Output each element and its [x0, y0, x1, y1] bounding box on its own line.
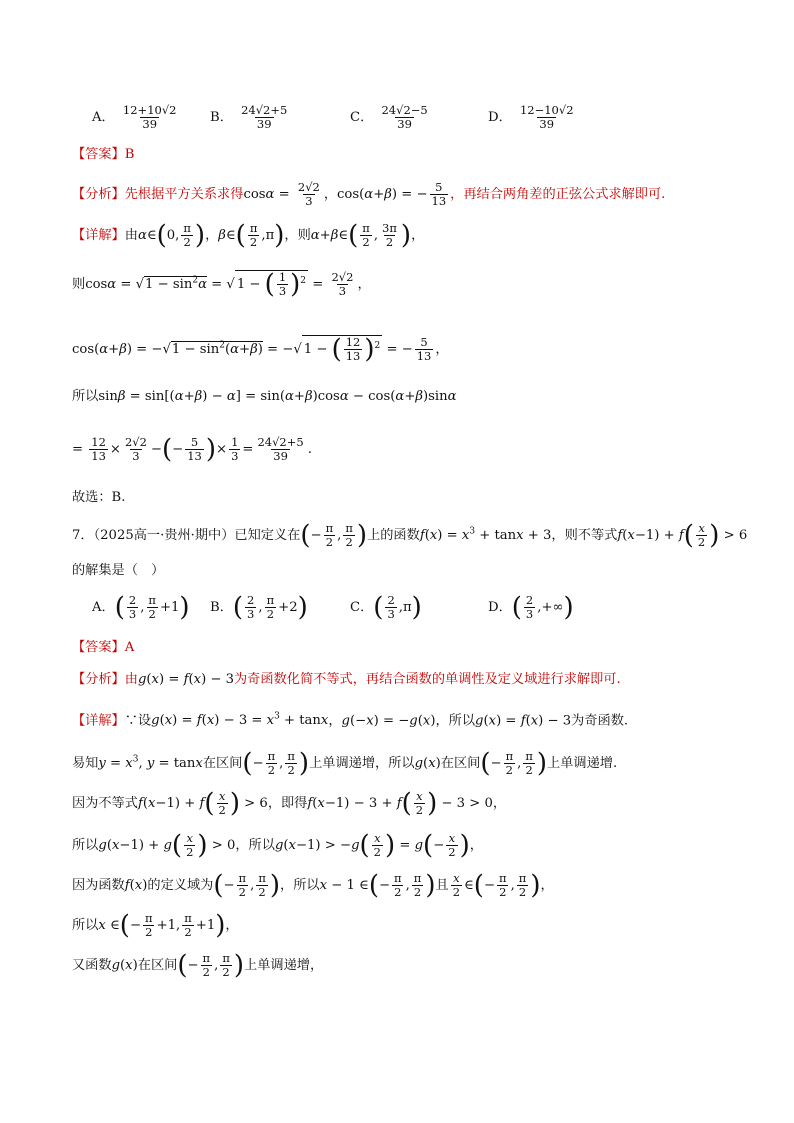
q6-detail-2: 则$\cos\alpha = √1 - \sin^2\alpha$ = √ 1 − ( $\frac{1}{3}$ )$^2$ = $\frac{2√2}{3}$ ，	[72, 269, 371, 300]
q7-detail-2: 易知$y = x^3$, y = tanx在区间(− $\frac{\pi}{2}$ , $\frac{\pi}{2}$ )上单调递增，所以g(x)在区间(− $\frac{\pi}{2}$ , $\frac{\pi}{2}$ )上单调递增.	[72, 748, 618, 779]
q6-detail-4: 所以sinβ = sin[(α+β) − α] = sin(α+β)cosα − cos(α+β)sinα	[72, 389, 457, 404]
q6-detail-5: = $\frac{12}{13}$ × $\frac{2√2}{3}$ −(− $\frac{5}{13}$ )× $\frac{1}{3}$ = $\frac{24√2+5}{39}$ .	[72, 434, 312, 465]
q6-final: 故选：B.	[72, 490, 126, 505]
q7-detail-5: 因为函数f(x)的定义域为(− $\frac{\pi}{2}$ , $\frac{\pi}{2}$ )，所以x − 1 ∈(− $\frac{\pi}{2}$ , $\frac{\pi}{2}$ )且 $\frac{x}{2}$ ∈(− $\frac{\pi}{2}$ , $\frac{\pi}{2}$ )，	[72, 870, 554, 901]
q7-detail-6: 所以x ∈(− $\frac{\pi}{2}$ +1, $\frac{\pi}{2}$ +1)，	[72, 910, 239, 941]
q7-detail-1: 【详解】∵设$g(x) = f(x) - 3 = x^3 + \tan x$，g(−x) = −g(x)，所以g(x) = f(x) − 3为奇函数.	[72, 712, 629, 729]
q6-option-b[interactable]: B． $\frac{24√2+5}{39}$	[210, 103, 288, 132]
q7-detail-3: 因为不等式f(x−1) + f( $\frac{x}{2}$ ) > 6，即得f(x−1) − 3 + f( $\frac{x}{2}$ ) − 3 > 0，	[72, 788, 507, 819]
q7-stem: 7．（2025高一·贵州·期中）已知定义在(− $\frac{\pi}{2}$ , $\frac{\pi}{2}$ )上的函数$f(x) = x^3 + \tan x + 3$，则不等式f(x−1) + f( $\frac{x}{2}$ ) > 6	[72, 520, 748, 551]
q7-analysis: 【分析】由g(x) = f(x) − 3为奇函数化简不等式，再结合函数的单调性及定义域进行求解即可.	[72, 672, 621, 687]
q7-option-b[interactable]: B．( $\frac{2}{3}$ , $\frac{\pi}{2}$ +2)	[210, 592, 308, 623]
q7-stem-2: 的解集是（ ）	[72, 563, 165, 578]
q7-option-a[interactable]: A．( $\frac{2}{3}$ , $\frac{\pi}{2}$ +1)	[92, 592, 190, 623]
q7-answer: 【答案】A	[72, 640, 135, 655]
q7-option-d[interactable]: D．( $\frac{2}{3}$ ,+∞)	[488, 592, 574, 623]
q6-option-c[interactable]: C． $\frac{24√2-5}{39}$	[350, 103, 428, 132]
q7-detail-4: 所以g(x−1) + g( $\frac{x}{2}$ ) > 0，所以g(x−1) > −g( $\frac{x}{2}$ ) = g(− $\frac{x}{2}$ )，	[72, 830, 483, 861]
q6-answer: 【答案】B	[72, 147, 135, 162]
q6-analysis: 【分析】先根据平方关系求得cosα = $\frac{2√2}{3}$ ，cos(α+β) = − $\frac{5}{13}$ ，再结合两角差的正弦公式求解即可.	[72, 180, 666, 209]
q6-option-a[interactable]: A． $\frac{12+10√2}{39}$	[92, 103, 177, 132]
q7-option-c[interactable]: C．( $\frac{2}{3}$ ,π)	[350, 592, 422, 623]
q6-detail-3: $\cos(\alpha+\beta) = -√1 - \sin^2(\alpha+\beta)$ = −√ 1 − ( $\frac{12}{13}$ )$^2$ = − $\frac{5}{13}$ ，	[72, 334, 449, 365]
q6-option-d[interactable]: D． $\frac{12-10√2}{39}$	[488, 103, 574, 132]
q6-detail-1: 【详解】由α∈(0, $\frac{\pi}{2}$ )，β∈( $\frac{\pi}{2}$ ,π)，则α+β∈( $\frac{\pi}{2}$ , $\frac{3\pi}{2}$ )，	[72, 220, 425, 251]
q7-detail-7: 又函数g(x)在区间(− $\frac{\pi}{2}$ , $\frac{\pi}{2}$ )上单调递增，	[72, 950, 324, 981]
